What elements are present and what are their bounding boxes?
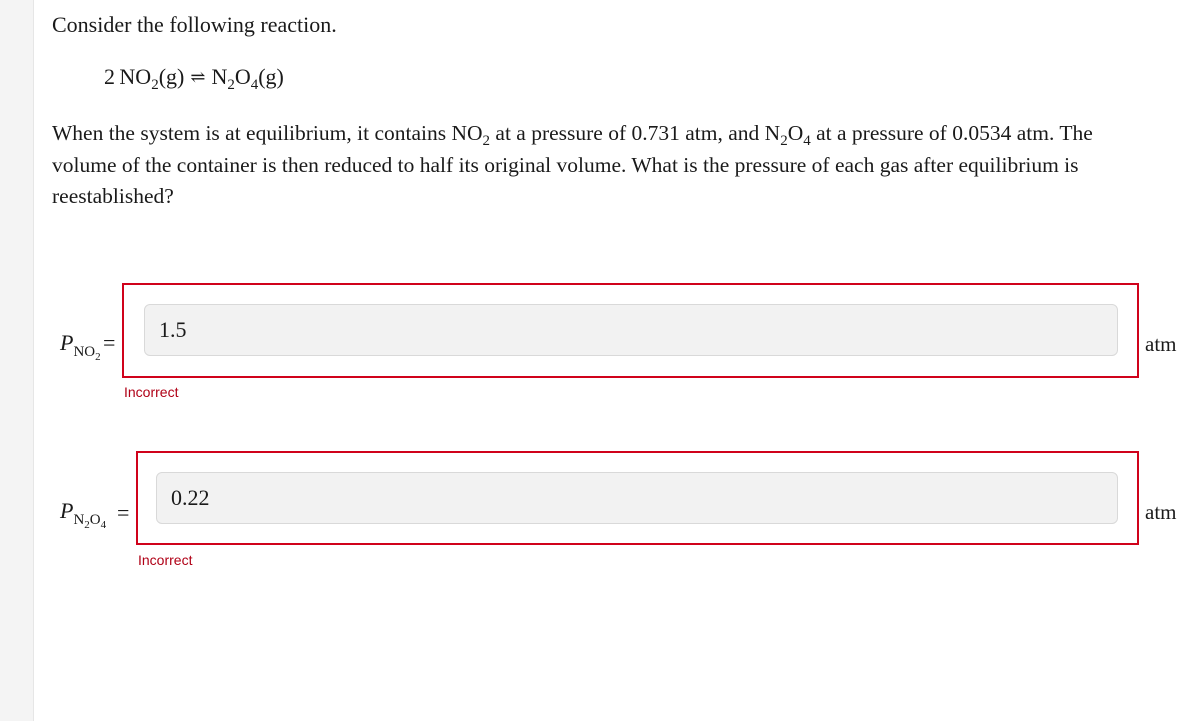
- label-subscript: [73, 344, 101, 363]
- unit-atm: atm: [1145, 500, 1177, 524]
- label-p-symbol: P: [60, 330, 74, 355]
- feedback-incorrect: Incorrect: [138, 552, 193, 568]
- product-n-subscript: 2: [227, 77, 235, 93]
- question-part-4: at a pressure of 0.0534 atm. The volume of the container is then reduced to half its original volume. What is the pressure of each gas after equilibrium is reestablished?: [52, 121, 1093, 208]
- label-p-symbol: P: [60, 498, 74, 523]
- product-o: O: [234, 64, 251, 89]
- label-subscript-o: O: [89, 512, 101, 528]
- label-subscript-text: NO: [73, 344, 96, 360]
- unit-atm: atm: [1145, 332, 1177, 356]
- product-n: N: [211, 64, 228, 89]
- question-part-2: at a pressure of 0.731 atm, and N: [490, 121, 781, 145]
- label-p-no2: [60, 330, 101, 363]
- left-gutter: [0, 0, 34, 721]
- label-subscript: [73, 512, 107, 531]
- question-text: [52, 118, 1152, 213]
- n2o4-pressure-input[interactable]: [156, 472, 1118, 524]
- equals-sign: =: [117, 500, 130, 525]
- product-state: (g): [258, 64, 284, 89]
- question-o-subscript: 4: [803, 133, 811, 149]
- equilibrium-arrow-icon: ⇌: [190, 67, 206, 87]
- label-p-n2o4: [60, 498, 107, 531]
- label-subscript-n-2: 2: [84, 519, 90, 531]
- no2-pressure-input[interactable]: [144, 304, 1118, 356]
- label-subscript-2: 2: [95, 351, 101, 363]
- feedback-incorrect: Incorrect: [124, 384, 179, 400]
- question-n-subscript: 2: [780, 133, 788, 149]
- product-o-subscript: 4: [250, 77, 259, 93]
- reactant-formula: NO: [119, 64, 152, 89]
- question-part-3: O: [787, 121, 804, 145]
- reaction-equation: [104, 62, 284, 93]
- reactant-state: (g): [158, 64, 185, 89]
- equals-sign: =: [103, 330, 116, 355]
- label-subscript-n: N: [73, 512, 85, 528]
- reaction-coefficient: 2: [104, 64, 115, 89]
- label-subscript-o-4: 4: [100, 519, 107, 531]
- question-no2-subscript: 2: [482, 133, 491, 149]
- intro-text: Consider the following reaction.: [52, 12, 337, 37]
- question-part-1: When the system is at equilibrium, it contains NO: [52, 121, 483, 145]
- reactant-subscript: 2: [151, 77, 159, 93]
